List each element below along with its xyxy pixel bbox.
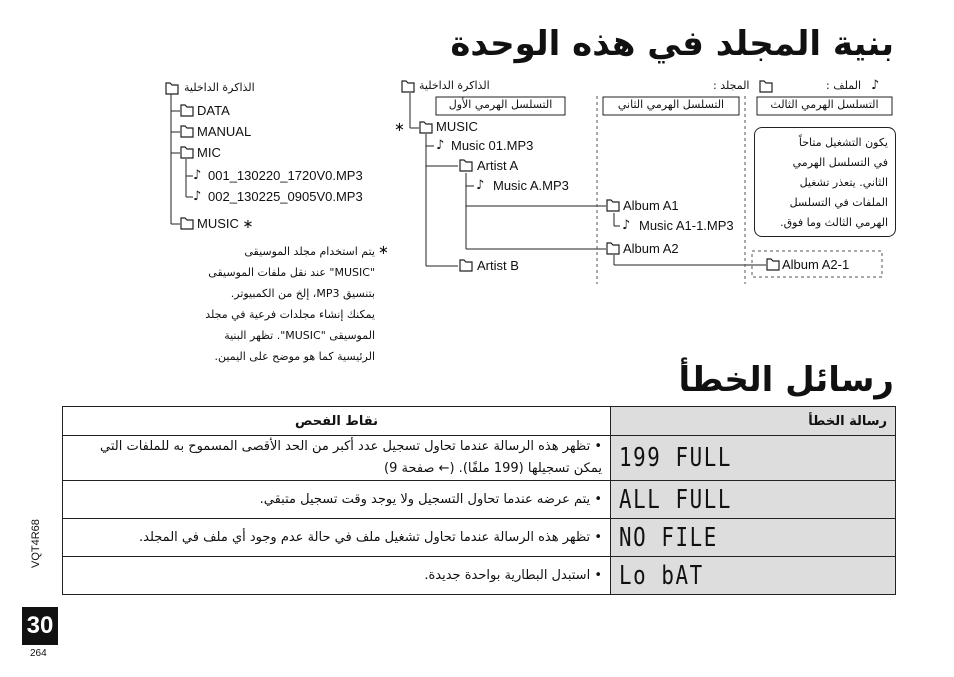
music-file-icon: ♪ xyxy=(193,168,202,183)
folder-artist-a: Artist A xyxy=(477,158,519,173)
message-cell xyxy=(611,481,896,519)
check-text: تظهر هذه الرسالة عندما تحاول تسجيل عدد أكبر من الحد الأقصى المسموح به للملفات التي يمكن تسجيلها (199 ملفًا). (← صفحة 9) xyxy=(100,439,602,476)
note-line: "MUSIC" عند نقل ملفات الموسيقى xyxy=(208,266,375,279)
music-file-icon: ♪ xyxy=(193,189,202,204)
callout-line: يكون التشغيل متاحاً xyxy=(798,136,888,149)
table-row xyxy=(63,436,896,481)
callout-line: الثاني. يتعذر تشغيل xyxy=(799,176,888,189)
page-number: 30 xyxy=(22,607,58,645)
level-1-label: التسلسل الهرمي الأول xyxy=(448,98,553,111)
check-text: تظهر هذه الرسالة عندما تحاول تشغيل ملف في حالة عدم وجود أي ملف في المجلد. xyxy=(139,529,591,545)
legend-folder: المجلد : xyxy=(713,79,750,92)
check-cell: • تظهر هذه الرسالة عندما تحاول تشغيل ملف في حالة عدم وجود أي ملف في المجلد. xyxy=(63,519,611,557)
table-header-row xyxy=(63,407,896,436)
folder-manual: MANUAL xyxy=(197,124,252,139)
music-file-icon: ♪ xyxy=(871,78,880,93)
header-error-message: رسالة الخطأ xyxy=(611,407,896,436)
folder-album-a2: Album A2 xyxy=(623,241,679,256)
table-row xyxy=(63,557,896,595)
file-mic-1: 001_130220_1720V0.MP3 xyxy=(208,168,363,183)
music-file-icon: ♪ xyxy=(436,138,445,153)
page-title: بنية المجلد في هذه الوحدة xyxy=(450,24,894,64)
callout-line: الهرمي الثالث وما فوق. xyxy=(780,216,888,229)
model-code: VQT4R68 xyxy=(30,519,42,568)
check-text: استبدل البطارية بواحدة جديدة. xyxy=(424,567,591,583)
lcd-message: NO FILE xyxy=(619,522,718,553)
folder-album-a1: Album A1 xyxy=(623,198,679,213)
message-cell xyxy=(611,557,896,595)
note-line: يتم استخدام مجلد الموسيقى xyxy=(244,245,375,258)
file-music-a1-1: Music A1-1.MP3 xyxy=(639,218,734,233)
check-cell: • استبدل البطارية بواحدة جديدة. xyxy=(63,557,611,595)
folder-music-root: MUSIC xyxy=(436,119,478,134)
note-line: يمكنك إنشاء مجلدات فرعية في مجلد xyxy=(205,308,375,321)
folder-artist-b: Artist B xyxy=(477,258,519,273)
legend-file: الملف : xyxy=(826,79,861,92)
music-star: ∗ xyxy=(394,120,405,135)
check-cell: • تظهر هذه الرسالة عندما تحاول تسجيل عدد أكبر من الحد الأقصى المسموح به للملفات التي يمكن تسجيلها (199 ملفًا). (← صفحة 9) xyxy=(63,436,611,481)
check-cell: • يتم عرضه عندما تحاول التسجيل ولا يوجد وقت تسجيل متبقي. xyxy=(63,481,611,519)
note-line: بتنسيق MP3، إلخ من الكمبيوتر. xyxy=(230,287,375,300)
error-table xyxy=(62,406,896,595)
callout-text xyxy=(760,133,888,233)
lcd-message: ALL FULL xyxy=(619,484,732,515)
left-tree-root: الذاكرة الداخلية xyxy=(184,81,255,94)
right-tree-root: الذاكرة الداخلية xyxy=(419,79,490,92)
section-title-errors: رسائل الخطأ xyxy=(678,360,894,400)
check-text: يتم عرضه عندما تحاول التسجيل ولا يوجد وقت تسجيل متبقي. xyxy=(259,491,591,507)
note-text xyxy=(205,241,375,367)
header-check-points: نقاط الفحص xyxy=(63,407,611,436)
sub-page-number: 264 xyxy=(30,648,47,659)
table-row xyxy=(63,481,896,519)
folder-mic: MIC xyxy=(197,145,221,160)
file-music-01: Music 01.MP3 xyxy=(451,138,534,153)
lcd-message: Lo bAT xyxy=(619,560,704,591)
music-file-icon: ♪ xyxy=(622,218,631,233)
note-line: الرئيسية كما هو موضح على اليمين. xyxy=(214,350,375,363)
folder-music: MUSIC ∗ xyxy=(197,216,254,231)
callout-line: الملفات في التسلسل xyxy=(789,196,888,209)
file-music-a: Music A.MP3 xyxy=(493,178,569,193)
music-file-icon: ♪ xyxy=(476,178,485,193)
message-cell xyxy=(611,519,896,557)
table-row xyxy=(63,519,896,557)
level-2-label: التسلسل الهرمي الثاني xyxy=(617,98,725,111)
note-star: ∗ xyxy=(378,243,389,258)
note-line: الموسيقى "MUSIC". تظهر البنية xyxy=(224,329,375,342)
file-mic-2: 002_130225_0905V0.MP3 xyxy=(208,189,363,204)
folder-data: DATA xyxy=(197,103,230,118)
callout-line: في التسلسل الهرمي xyxy=(792,156,888,169)
message-cell xyxy=(611,436,896,481)
lcd-message: 199 FULL xyxy=(619,443,732,473)
level-3-label: التسلسل الهرمي الثالث xyxy=(770,98,879,111)
folder-album-a2-1: Album A2-1 xyxy=(782,257,850,272)
